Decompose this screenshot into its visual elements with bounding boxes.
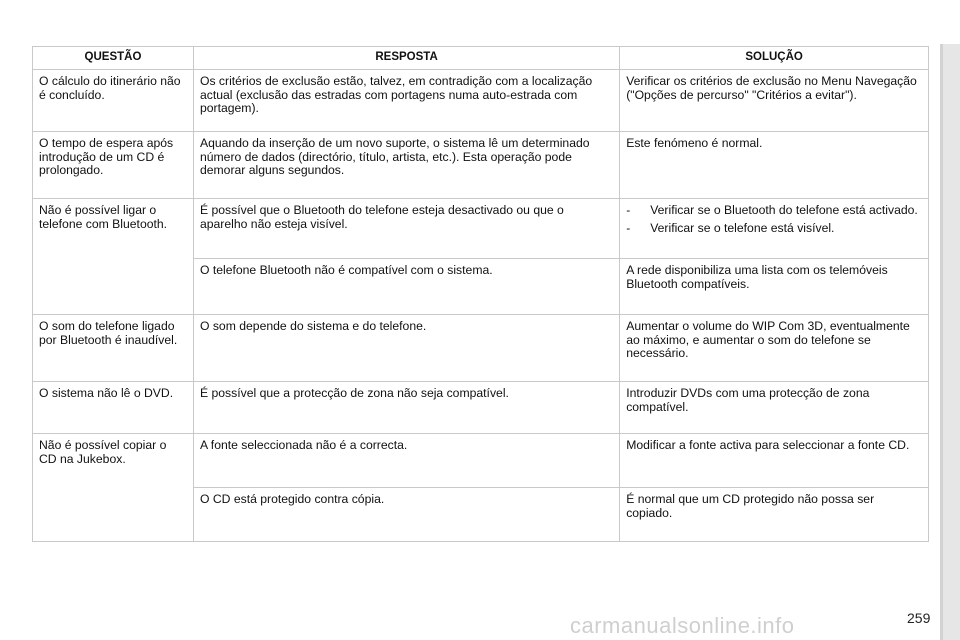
solution-list-item: - Verificar se o Bluetooth do telefone está activado. bbox=[626, 204, 922, 218]
solution-cell: Introduzir DVDs com uma protecção de zona compatível. bbox=[620, 382, 929, 434]
table-row bbox=[33, 199, 929, 259]
troubleshooting-table bbox=[32, 46, 929, 542]
answer-cell: O som depende do sistema e do telefone. bbox=[193, 315, 619, 382]
answer-cell: O CD está protegido contra cópia. bbox=[193, 488, 619, 542]
question-cell: O tempo de espera após introdução de um CD é prolongado. bbox=[33, 132, 194, 199]
table-row bbox=[33, 382, 929, 434]
answer-cell: É possível que a protecção de zona não seja compatível. bbox=[193, 382, 619, 434]
question-cell: O sistema não lê o DVD. bbox=[33, 382, 194, 434]
answer-cell: Os critérios de exclusão estão, talvez, em contradição com a localização actual (exclusão das estradas com portagens numa auto-estrada com portagem). bbox=[193, 70, 619, 132]
question-cell: Não é possível ligar o telefone com Bluetooth. bbox=[33, 199, 194, 315]
answer-cell: É possível que o Bluetooth do telefone esteja desactivado ou que o aparelho não esteja visível. bbox=[193, 199, 619, 259]
answer-cell: Aquando da inserção de um novo suporte, o sistema lê um determinado número de dados (directório, título, artista, etc.). Esta operação pode demorar alguns segundos. bbox=[193, 132, 619, 199]
solution-cell: Modificar a fonte activa para seleccionar a fonte CD. bbox=[620, 434, 929, 488]
watermark: carmanualsonline.info bbox=[570, 613, 795, 638]
header-solution: SOLUÇÃO bbox=[620, 47, 929, 70]
table-row bbox=[33, 132, 929, 199]
solution-cell: Verificar os critérios de exclusão no Menu Navegação ("Opções de percurso" "Critérios a evitar"). bbox=[620, 70, 929, 132]
solution-list-item: - Verificar se o telefone está visível. bbox=[626, 222, 922, 236]
solution-cell: É normal que um CD protegido não possa ser copiado. bbox=[620, 488, 929, 542]
question-cell: Não é possível copiar o CD na Jukebox. bbox=[33, 434, 194, 542]
answer-cell: A fonte seleccionada não é a correcta. bbox=[193, 434, 619, 488]
page-side-tab bbox=[943, 44, 960, 640]
answer-cell: O telefone Bluetooth não é compatível com o sistema. bbox=[193, 259, 619, 315]
solution-list bbox=[626, 204, 922, 235]
table-row bbox=[33, 70, 929, 132]
question-cell: O som do telefone ligado por Bluetooth é inaudível. bbox=[33, 315, 194, 382]
solution-cell: A rede disponibiliza uma lista com os telemóveis Bluetooth compatíveis. bbox=[620, 259, 929, 315]
solution-cell bbox=[620, 199, 929, 259]
solution-cell: Aumentar o volume do WIP Com 3D, eventualmente ao máximo, e aumentar o som do telefone se necessário. bbox=[620, 315, 929, 382]
header-answer: RESPOSTA bbox=[193, 47, 619, 70]
page-number: 259 bbox=[907, 610, 931, 626]
header-question: QUESTÃO bbox=[33, 47, 194, 70]
question-cell: O cálculo do itinerário não é concluído. bbox=[33, 70, 194, 132]
table-header-row bbox=[33, 47, 929, 70]
solution-cell: Este fenómeno é normal. bbox=[620, 132, 929, 199]
table-row bbox=[33, 434, 929, 488]
table-row bbox=[33, 315, 929, 382]
